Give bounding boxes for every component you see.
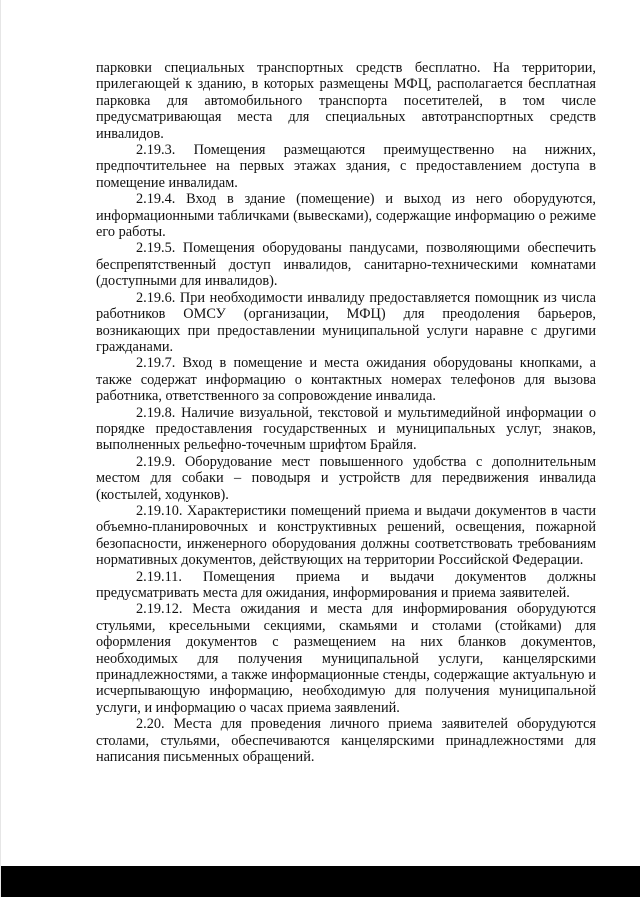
paragraph-2-20: 2.20. Места для проведения личного приема заявителей оборудуются столами, стульями, обеспечиваются канцелярскими принадлежностями для написания письменных обращений. <box>96 716 596 766</box>
document-body <box>96 60 596 765</box>
paragraph-2-19-11: 2.19.11. Помещения приема и выдачи документов должны предусматривать места для ожидания, информирования и приема заявителей. <box>96 568 596 601</box>
paragraph-parking-continued: парковки специальных транспортных средств бесплатно. На территории, прилегающей к зданию, в которых размещены МФЦ, располагается бесплатная парковка для автомобильного транспорта посетителей, в том числе предусматривающая места для специальных автотранспортных средств инвалидов. <box>96 60 596 142</box>
paragraph-2-19-12: 2.19.12. Места ожидания и места для информирования оборудуются стульями, кресельными секциями, скамьями и столами (стойками) для оформления документов с размещением на них бланков документов, необходимых для получения муниципальной услуги, канцелярскими принадлежностями, а также информационные стенды, содержащие актуальную и исчерпывающую информацию, необходимую для получения муниципальной услуги, и информацию о часах приема заявлений. <box>96 601 596 716</box>
paragraph-2-19-3: 2.19.3. Помещения размещаются преимущественно на нижних, предпочтительнее на первых этажах здания, с предоставлением доступа в помещение инвалидам. <box>96 142 596 191</box>
paragraph-2-19-7: 2.19.7. Вход в помещение и места ожидания оборудованы кнопками, а также содержат информацию о контактных номерах телефонов для вызова работника, ответственного за сопровождение инвалида. <box>96 355 596 405</box>
paragraph-2-19-8: 2.19.8. Наличие визуальной, текстовой и мультимедийной информации о порядке предоставления государственных и муниципальных услуг, знаков, выполненных рельефно-точечным шрифтом Брайля. <box>96 404 596 454</box>
paragraph-2-19-9: 2.19.9. Оборудование мест повышенного удобства с дополнительным местом для собаки – поводыря и устройств для передвижения инвалида (костылей, ходунков). <box>96 453 596 503</box>
paragraph-2-19-4: 2.19.4. Вход в здание (помещение) и выход из него оборудуются, информационными табличками (вывесками), содержащие информацию о режиме его работы. <box>96 191 596 241</box>
paragraph-2-19-10: 2.19.10. Характеристики помещений приема и выдачи документов в части объемно-планировочных и конструктивных решений, освещения, пожарной безопасности, инженерного оборудования должны соответствовать требованиям нормативных документов, действующих на территории Российской Федерации. <box>96 502 596 569</box>
scan-bottom-edge <box>1 866 640 897</box>
paragraph-2-19-6: 2.19.6. При необходимости инвалиду предоставляется помощник из числа работников ОМСУ (организации, МФЦ) для преодоления барьеров, возникающих при предоставлении муниципальной услуги наравне с другими гражданами. <box>96 289 596 355</box>
paragraph-2-19-5: 2.19.5. Помещения оборудованы пандусами, позволяющими обеспечить беспрепятственный доступ инвалидов, санитарно-техническими комнатами (доступными для инвалидов). <box>96 240 596 290</box>
